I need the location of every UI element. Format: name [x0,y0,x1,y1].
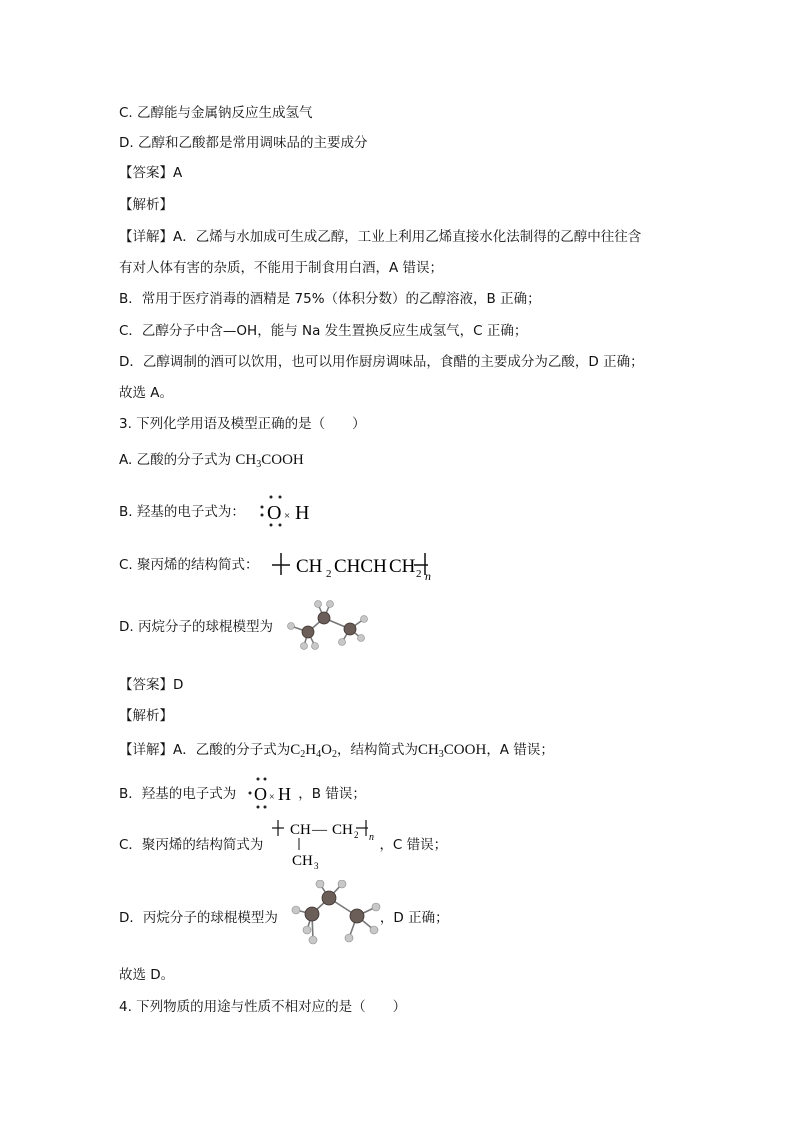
hydroxyl-electron-formula-correct [245,774,305,812]
q3-detail-a: 【详解】A．乙酸的分子式为$C_2H_4O_2$，结构简式为$CH_3COOH$，A 错误； [119,742,554,760]
choose-line: 故选 A。 [119,385,174,401]
q3-option-b: B. 羟基的电子式为： [119,504,245,520]
detail-d: D．乙醇调制的酒可以饮用，也可以用作厨房调味品，食醋的主要成分为乙酸，D 正确； [119,354,644,370]
polypropylene-wrong-formula [268,545,438,585]
acetic-acid-formula: $CH_3COOH$ [235,452,304,470]
svg-text:×: × [269,792,275,803]
q3-detail-c: C．聚丙烯的结构简式为 ，C 错误； [119,837,448,853]
q3-analysis-label: 【解析】 [119,708,173,724]
svg-text:O: O [254,784,267,804]
question-4-stem: 4. 下列物质的用途与性质不相对应的是（ ） [119,999,407,1015]
q3-option-a [119,451,304,469]
detail-a-line2: 有对人体有害的杂质，不能用于制食用白酒，A 错误； [119,260,444,276]
answer-label: 【答案】A [119,165,183,181]
propane-ball-stick-model-large [286,880,386,948]
svg-text:CH: CH [332,822,353,838]
analysis-label: 【解析】 [119,197,173,213]
svg-text:n: n [369,832,374,843]
hydroxyl-electron-formula [254,492,324,530]
detail-c: C．乙醇分子中含—OH，能与 Na 发生置换反应生成氢气，C 正确； [119,323,528,339]
q3-answer-label: 【答案】D [119,677,184,693]
acetic-acid-molecular-formula: $C_2H_4O_2$ [290,742,337,760]
svg-text:3: 3 [314,861,319,871]
svg-text:H: H [278,784,291,804]
q3-detail-b: B．羟基的电子式为 ，B 错误； [119,786,366,802]
svg-text:2: 2 [416,568,422,580]
svg-text:H: H [295,502,310,524]
svg-text:CH: CH [290,822,311,838]
polypropylene-correct-formula [268,816,388,872]
q3-option-a-label: A. 乙酸的分子式为 [119,452,232,468]
detail-a-line1: 【详解】A．乙烯与水加成可生成乙醇，工业上利用乙烯直接水化法制得的乙醇中往往含 [119,229,642,245]
detail-b: B．常用于医疗消毒的酒精是 75%（体积分数）的乙醇溶液，B 正确； [119,291,541,307]
question-3-stem: 3. 下列化学用语及模型正确的是（ ） [119,416,366,432]
q3-choose-line: 故选 D。 [119,967,175,983]
svg-text:n: n [425,569,431,583]
propane-ball-stick-model-small [282,594,372,654]
acetic-acid-structural-formula: $CH_3COOH$ [417,742,487,760]
svg-text:2: 2 [354,830,359,840]
svg-text:O: O [267,502,282,524]
option-d: D. 乙醇和乙酸都是常用调味品的主要成分 [119,135,368,151]
q3-option-d: D. 丙烷分子的球棍模型为 [119,619,273,635]
q3-detail-d: D．丙烷分子的球棍模型为 ，D 正确； [119,910,449,926]
svg-text:CHCH: CHCH [334,556,387,577]
svg-text:CH: CH [389,556,416,577]
q3-option-c: C. 聚丙烯的结构简式： [119,557,259,573]
option-c: C. 乙醇能与金属钠反应生成氢气 [119,105,313,121]
svg-text:—: — [312,822,327,838]
svg-text:2: 2 [326,568,332,580]
svg-text:×: × [284,510,291,522]
svg-text:CH: CH [292,853,313,869]
svg-text:CH: CH [296,556,323,577]
